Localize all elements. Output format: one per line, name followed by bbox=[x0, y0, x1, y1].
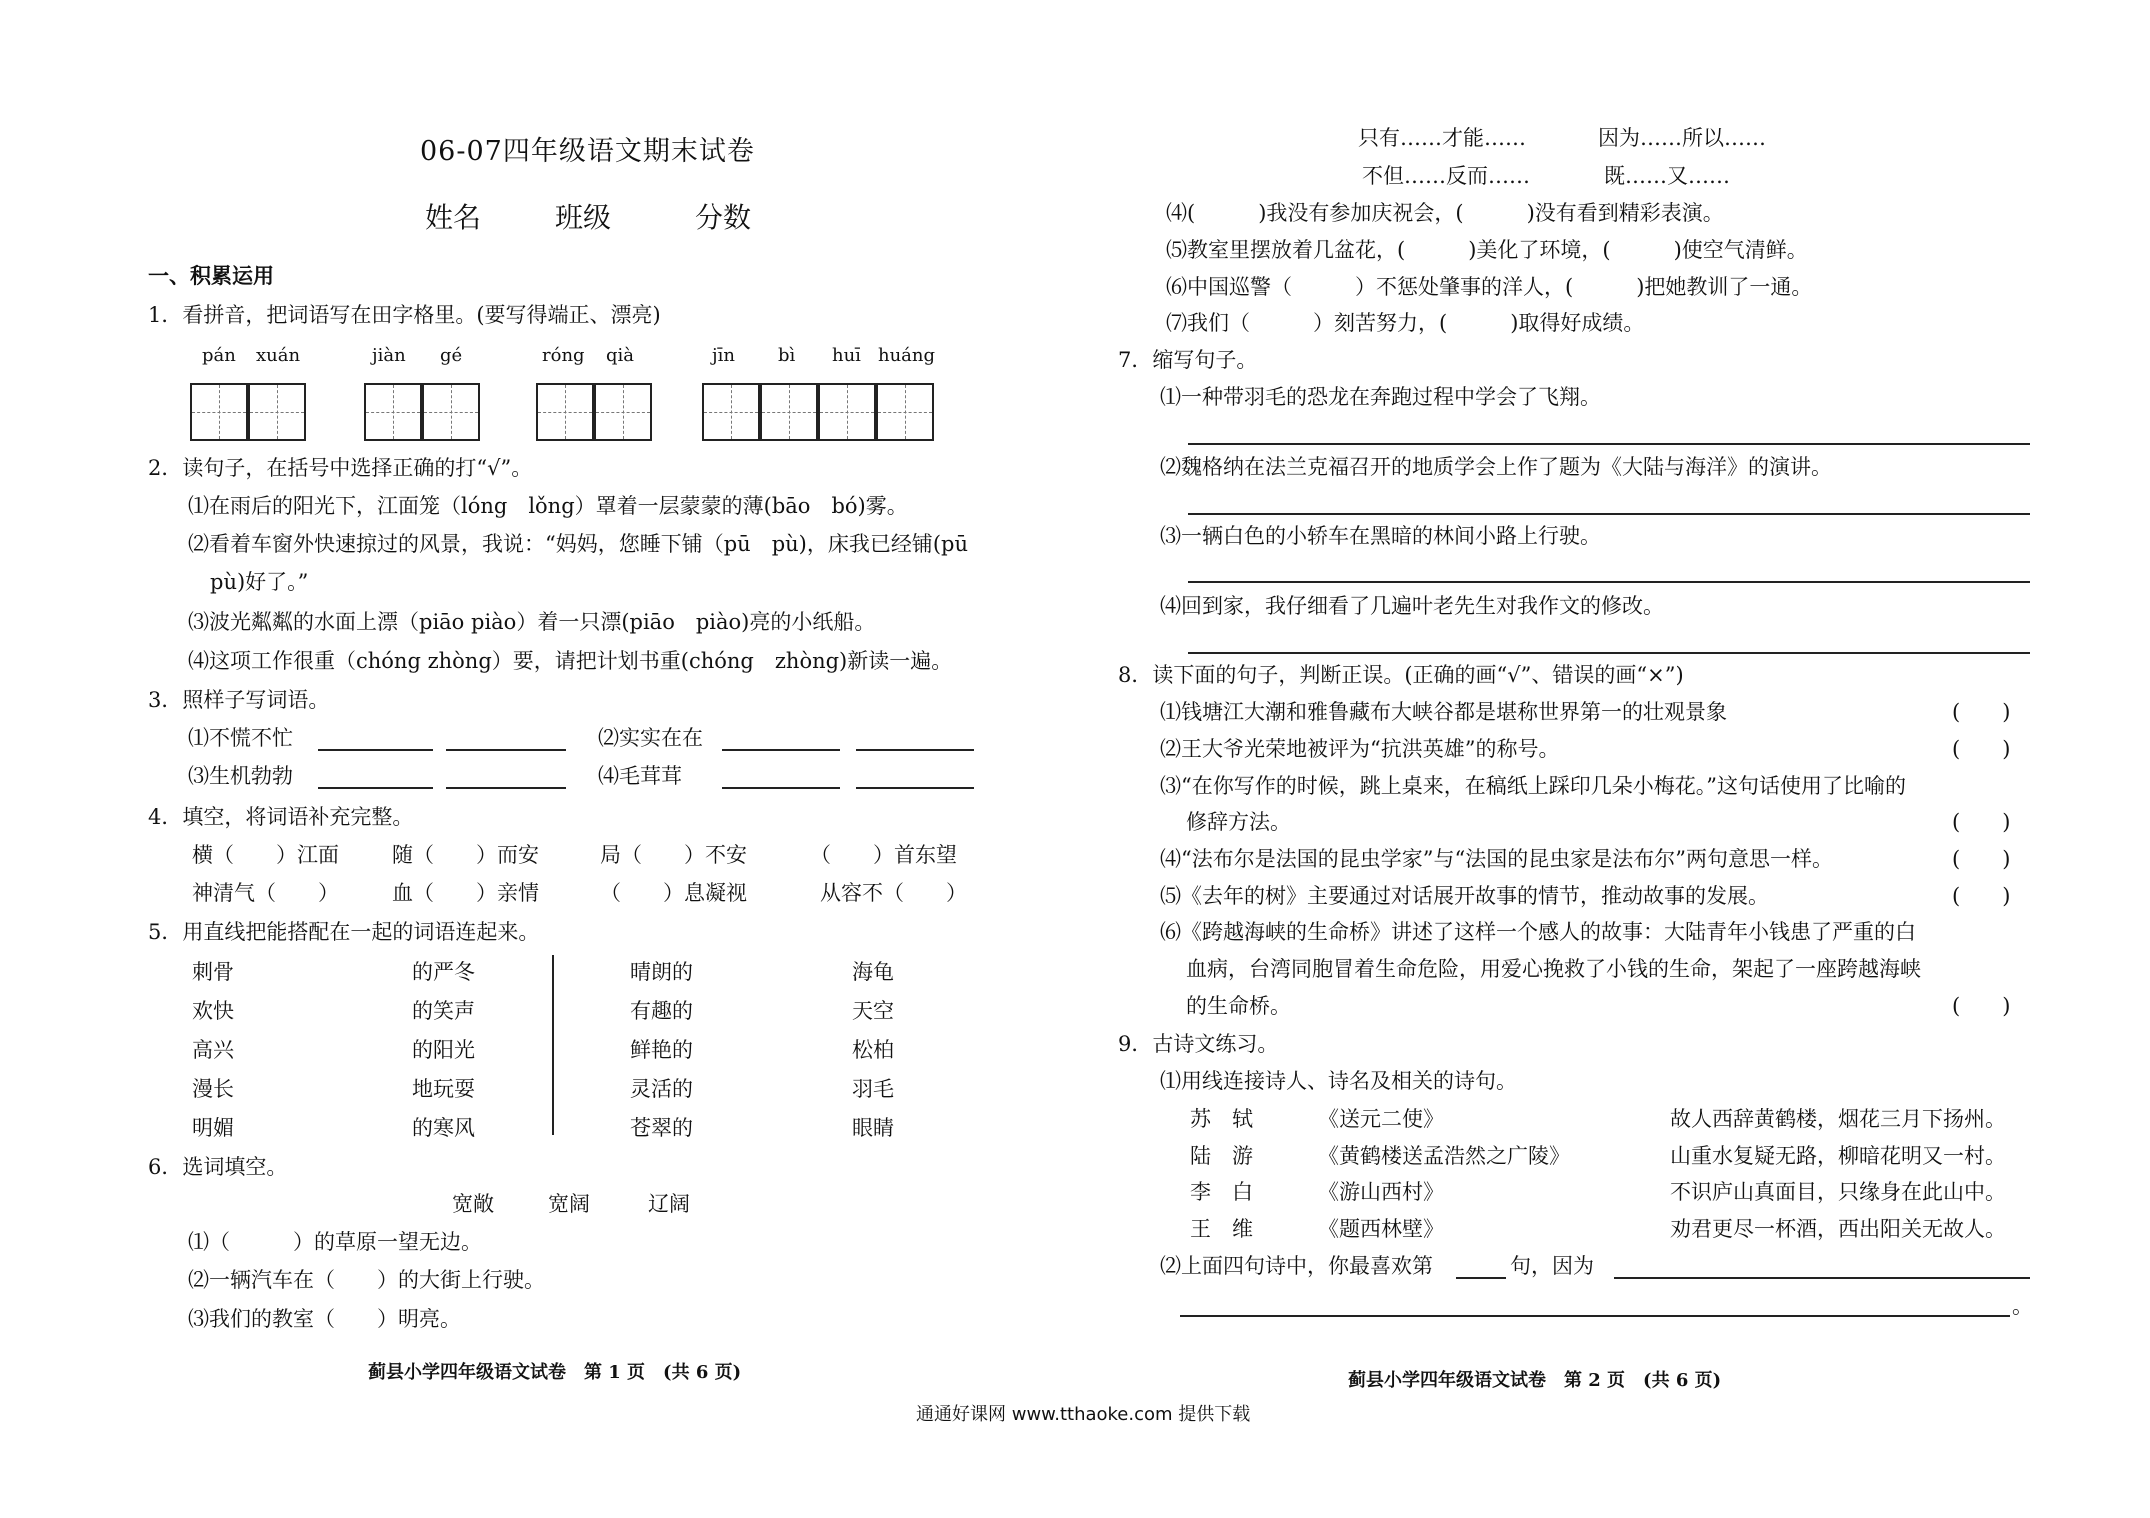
writing-grid-box[interactable] bbox=[190, 383, 248, 441]
q8-line: ⑸《去年的树》主要通过对话展开故事的情节，推动故事的发展。 bbox=[1160, 884, 1769, 908]
q7-item: ⑷回到家，我仔细看了几遍叶老先生对我作文的修改。 bbox=[1160, 594, 1664, 618]
poem-title[interactable]: 《题西林壁》 bbox=[1318, 1217, 1444, 1241]
answer-blank[interactable] bbox=[1456, 1276, 1506, 1279]
pinyin: qià bbox=[606, 345, 635, 366]
poem-verse[interactable]: 故人西辞黄鹤楼，烟花三月下扬州。 bbox=[1670, 1107, 2006, 1131]
match-word[interactable]: 鲜艳的 bbox=[630, 1038, 693, 1062]
pinyin: pán bbox=[202, 345, 236, 366]
score-label: 分数 bbox=[695, 201, 752, 234]
judge-paren[interactable]: ( ) bbox=[1952, 700, 2011, 724]
match-word[interactable]: 松柏 bbox=[852, 1038, 894, 1062]
q8-line: 血病，台湾同胞冒着生命危险，用爱心挽救了小钱的生命，架起了一座跨越海峡 bbox=[1186, 957, 1921, 981]
poet-name[interactable]: 李 白 bbox=[1190, 1180, 1253, 1204]
answer-blank[interactable] bbox=[856, 748, 974, 751]
pinyin: jīn bbox=[712, 345, 735, 366]
writing-grid-box[interactable] bbox=[248, 383, 306, 441]
match-word[interactable]: 漫长 bbox=[192, 1077, 234, 1101]
q6-line: ⑷( )我没有参加庆祝会，( )没有看到精彩表演。 bbox=[1166, 201, 1724, 225]
page-footer: 蓟县小学四年级语文试卷 第 2 页 (共 6 页) bbox=[1348, 1370, 1722, 1391]
answer-line[interactable] bbox=[1180, 1314, 2010, 1317]
answer-blank[interactable] bbox=[446, 786, 566, 789]
answer-blank[interactable] bbox=[318, 748, 433, 751]
judge-paren[interactable]: ( ) bbox=[1952, 847, 2011, 871]
answer-blank[interactable] bbox=[722, 748, 840, 751]
q4-item: 神清气（ ） bbox=[192, 881, 339, 905]
q4-item: 从容不（ ） bbox=[820, 881, 967, 905]
pinyin: bì bbox=[778, 345, 796, 366]
poem-verse[interactable]: 山重水复疑无路，柳暗花明又一村。 bbox=[1670, 1144, 2006, 1168]
name-label: 姓名 bbox=[425, 201, 482, 234]
q4-item: （ ）息凝视 bbox=[600, 881, 747, 905]
writing-grid-box[interactable] bbox=[536, 383, 594, 441]
q6-stem: 6．选词填空。 bbox=[148, 1155, 288, 1179]
q8-line: ⑴钱塘江大潮和雅鲁藏布大峡谷都是堪称世界第一的壮观景象 bbox=[1160, 700, 1727, 724]
judge-paren[interactable]: ( ) bbox=[1952, 810, 2011, 834]
q9-sub2: ⑵上面四句诗中，你最喜欢第 bbox=[1160, 1254, 1433, 1278]
match-word[interactable]: 高兴 bbox=[192, 1038, 234, 1062]
match-word[interactable]: 的严冬 bbox=[412, 960, 475, 984]
match-word[interactable]: 眼睛 bbox=[852, 1116, 894, 1140]
answer-blank[interactable] bbox=[722, 786, 840, 789]
writing-grid-box[interactable] bbox=[594, 383, 652, 441]
match-word[interactable]: 欢快 bbox=[192, 999, 234, 1023]
q3-stem: 3．照样子写词语。 bbox=[148, 688, 330, 712]
word-option: 宽阔 bbox=[548, 1192, 590, 1216]
writing-grid-box[interactable] bbox=[364, 383, 422, 441]
match-word[interactable]: 天空 bbox=[852, 999, 894, 1023]
q6-line: ⑺我们（ ）刻苦努力，( )取得好成绩。 bbox=[1166, 311, 1645, 335]
answer-line[interactable] bbox=[1188, 512, 2030, 515]
q8-line: ⑹《跨越海峡的生命桥》讲述了这样一个感人的故事：大陆青年小钱患了严重的白 bbox=[1160, 920, 1916, 944]
pinyin: róng bbox=[542, 345, 585, 366]
q6-line: ⑴（ ）的草原一望无边。 bbox=[188, 1230, 482, 1254]
q4-item: 横（ ）江面 bbox=[192, 843, 339, 867]
pinyin: huī bbox=[832, 345, 861, 366]
conjunction-option: 因为……所以…… bbox=[1598, 126, 1766, 150]
q3-example: ⑴不慌不忙 bbox=[188, 726, 293, 750]
poet-name[interactable]: 陆 游 bbox=[1190, 1144, 1253, 1168]
q8-line: 的生命桥。 bbox=[1186, 994, 1291, 1018]
q6-line: ⑶我们的教室（ ）明亮。 bbox=[188, 1307, 461, 1331]
pinyin: xuán bbox=[256, 345, 301, 366]
answer-line[interactable] bbox=[1188, 442, 2030, 445]
q9-sub2-b: 句，因为 bbox=[1510, 1254, 1594, 1278]
answer-blank[interactable] bbox=[446, 748, 566, 751]
column-divider bbox=[552, 955, 554, 1135]
q7-stem: 7．缩写句子。 bbox=[1118, 348, 1258, 372]
q2-line: ⑵看着车窗外快速掠过的风景，我说：“妈妈，您睡下铺（pū pù)，床我已经铺(pū bbox=[188, 532, 969, 556]
q2-line: pù)好了。” bbox=[210, 570, 309, 594]
pinyin: huáng bbox=[878, 345, 936, 366]
conjunction-option: 既……又…… bbox=[1604, 164, 1730, 188]
match-word[interactable]: 羽毛 bbox=[852, 1077, 894, 1101]
match-word[interactable]: 海龟 bbox=[852, 960, 894, 984]
match-word[interactable]: 晴朗的 bbox=[630, 960, 693, 984]
pinyin: gé bbox=[440, 345, 463, 366]
writing-grid-box[interactable] bbox=[422, 383, 480, 441]
poem-verse[interactable]: 劝君更尽一杯酒，西出阳关无故人。 bbox=[1670, 1217, 2006, 1241]
q2-line: ⑷这项工作很重（chóng zhòng）要，请把计划书重(chóng zhòng)新读一遍。 bbox=[188, 649, 953, 673]
q7-item: ⑶一辆白色的小轿车在黑暗的林间小路上行驶。 bbox=[1160, 524, 1601, 548]
q4-stem: 4．填空，将词语补充完整。 bbox=[148, 805, 414, 829]
judge-paren[interactable]: ( ) bbox=[1952, 737, 2011, 761]
class-label: 班级 bbox=[555, 201, 612, 234]
watermark: 通通好课网 www.tthaoke.com 提供下载 bbox=[916, 1404, 1251, 1425]
writing-grid-box[interactable] bbox=[702, 383, 760, 441]
writing-grid-box[interactable] bbox=[818, 383, 876, 441]
q6-line: ⑸教室里摆放着几盆花，( )美化了环境，( )使空气清鲜。 bbox=[1166, 238, 1808, 262]
q8-line: 修辞方法。 bbox=[1186, 810, 1291, 834]
pinyin: jiàn bbox=[372, 345, 406, 366]
match-word[interactable]: 苍翠的 bbox=[630, 1116, 693, 1140]
q3-example: ⑷毛茸茸 bbox=[598, 764, 682, 788]
q7-item: ⑵魏格纳在法兰克福召开的地质学会上作了题为《大陆与海洋》的演讲。 bbox=[1160, 455, 1832, 479]
writing-grid-box[interactable] bbox=[876, 383, 934, 441]
exam-title: 06-07四年级语文期末试卷 bbox=[420, 136, 755, 167]
q9-stem: 9．古诗文练习。 bbox=[1118, 1032, 1279, 1056]
match-word[interactable]: 的笑声 bbox=[412, 999, 475, 1023]
writing-grid-box[interactable] bbox=[760, 383, 818, 441]
answer-line[interactable] bbox=[1188, 580, 2030, 583]
poem-title[interactable]: 《黄鹤楼送孟浩然之广陵》 bbox=[1318, 1144, 1570, 1168]
match-word[interactable]: 明媚 bbox=[192, 1116, 234, 1140]
poet-name[interactable]: 苏 轼 bbox=[1190, 1107, 1253, 1131]
match-word[interactable]: 地玩耍 bbox=[412, 1077, 475, 1101]
poem-verse[interactable]: 不识庐山真面目，只缘身在此山中。 bbox=[1670, 1180, 2006, 1204]
q6-line: ⑵一辆汽车在（ ）的大街上行驶。 bbox=[188, 1268, 545, 1292]
q5-stem: 5．用直线把能搭配在一起的词语连起来。 bbox=[148, 920, 540, 944]
answer-line[interactable] bbox=[1614, 1276, 2030, 1279]
section-1-heading: 一、积累运用 bbox=[148, 263, 274, 288]
q4-item: 局（ ）不安 bbox=[600, 843, 747, 867]
match-word[interactable]: 灵活的 bbox=[630, 1077, 693, 1101]
conjunction-option: 只有……才能…… bbox=[1358, 126, 1526, 150]
q4-item: （ ）首东望 bbox=[810, 843, 957, 867]
word-option: 宽敞 bbox=[452, 1192, 494, 1216]
poet-name[interactable]: 王 维 bbox=[1190, 1217, 1253, 1241]
q9-sub1: ⑴用线连接诗人、诗名及相关的诗句。 bbox=[1160, 1069, 1517, 1093]
q6-line: ⑹中国巡警（ ）不惩处肇事的洋人，( )把她教训了一通。 bbox=[1166, 275, 1813, 299]
q2-stem: 2．读句子，在括号中选择正确的打“√”。 bbox=[148, 456, 533, 480]
judge-paren[interactable]: ( ) bbox=[1952, 994, 2011, 1018]
q8-line: ⑵王大爷光荣地被评为“抗洪英雄”的称号。 bbox=[1160, 737, 1560, 761]
q7-item: ⑴一种带羽毛的恐龙在奔跑过程中学会了飞翔。 bbox=[1160, 385, 1601, 409]
match-word[interactable]: 有趣的 bbox=[630, 999, 693, 1023]
page-footer: 蓟县小学四年级语文试卷 第 1 页 (共 6 页) bbox=[368, 1362, 742, 1383]
match-word[interactable]: 的阳光 bbox=[412, 1038, 475, 1062]
q4-item: 随（ ）而安 bbox=[392, 843, 539, 867]
q3-example: ⑶生机勃勃 bbox=[188, 764, 293, 788]
poem-title[interactable]: 《游山西村》 bbox=[1318, 1180, 1444, 1204]
match-word[interactable]: 刺骨 bbox=[192, 960, 234, 984]
match-word[interactable]: 的寒风 bbox=[412, 1116, 475, 1140]
q1-stem: 1．看拼音，把词语写在田字格里。(要写得端正、漂亮) bbox=[148, 303, 661, 327]
q8-line: ⑷“法布尔是法国的昆虫学家”与“法国的昆虫家是法布尔”两句意思一样。 bbox=[1160, 847, 1833, 871]
q8-stem: 8．读下面的句子，判断正误。(正确的画“√”、错误的画“×”) bbox=[1118, 663, 1684, 687]
answer-blank[interactable] bbox=[318, 786, 433, 789]
answer-blank[interactable] bbox=[856, 786, 974, 789]
poem-title[interactable]: 《送元二使》 bbox=[1318, 1107, 1444, 1131]
q3-example: ⑵实实在在 bbox=[598, 726, 703, 750]
conjunction-option: 不但……反而…… bbox=[1362, 164, 1530, 188]
q4-item: 血（ ）亲情 bbox=[392, 881, 539, 905]
answer-line[interactable] bbox=[1188, 651, 2030, 654]
q2-line: ⑴在雨后的阳光下，江面笼（lóng lǒng）罩着一层蒙蒙的薄(bāo bó)雾。 bbox=[188, 494, 908, 518]
q8-line: ⑶“在你写作的时候，跳上桌来，在稿纸上踩印几朵小梅花。”这句话使用了比喻的 bbox=[1160, 774, 1906, 798]
end-mark: 。 bbox=[2012, 1294, 2033, 1318]
word-option: 辽阔 bbox=[648, 1192, 690, 1216]
judge-paren[interactable]: ( ) bbox=[1952, 884, 2011, 908]
q2-line: ⑶波光粼粼的水面上漂（piāo piào）着一只漂(piāo piào)亮的小纸船。 bbox=[188, 610, 876, 634]
